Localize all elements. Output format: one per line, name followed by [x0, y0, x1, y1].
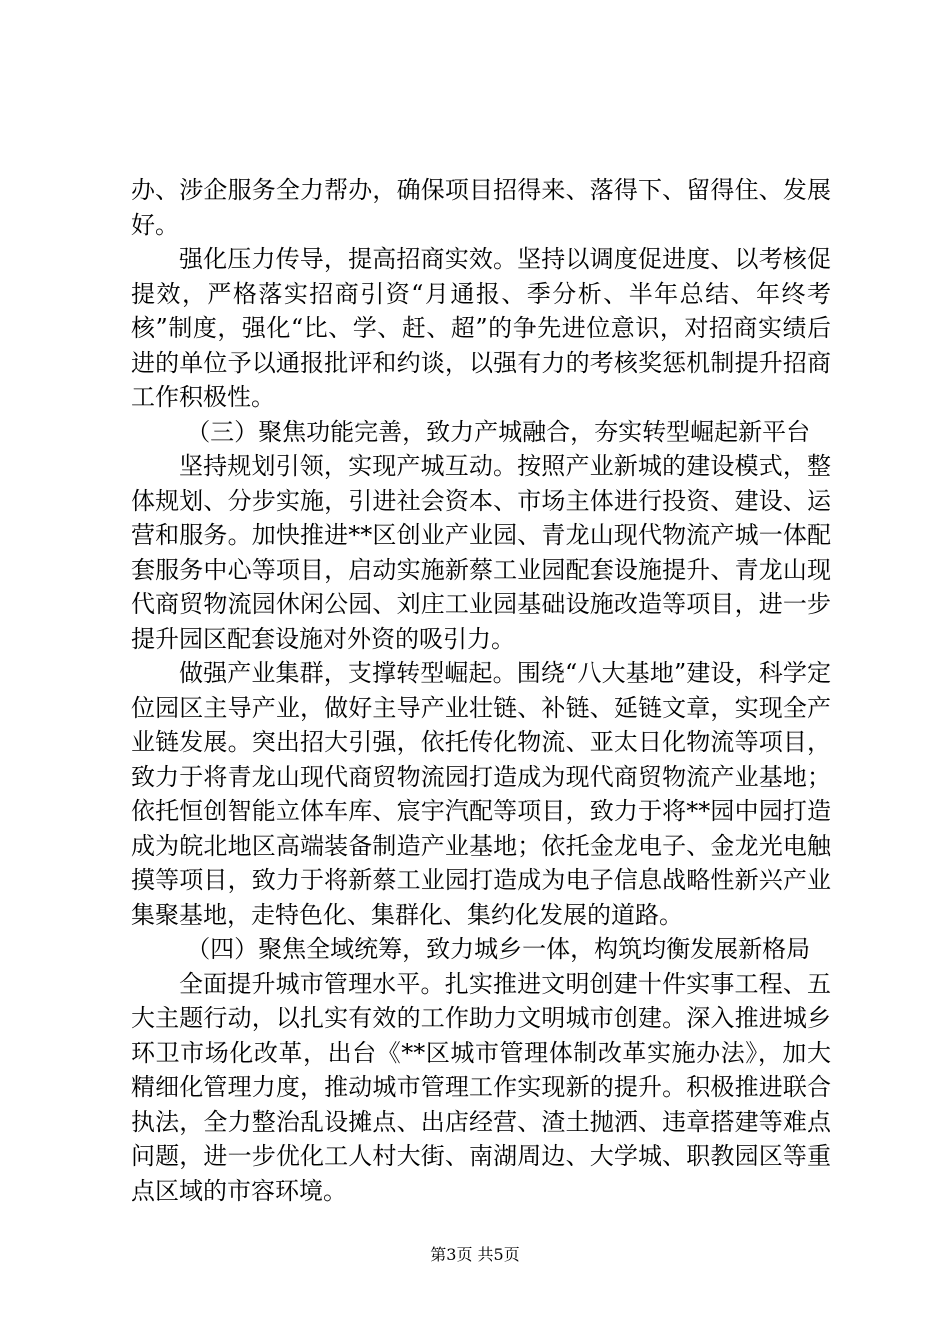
page-number-footer: 第3页 共5页	[430, 1245, 520, 1264]
paragraph-industrial-cluster: 做强产业集群，支撑转型崛起。围绕“八大基地”建设，科学定位园区主导产业，做好主导产业壮链、补链、延链文章，实现全产业链发展。突出招大引强，依托传化物流、亚太日化物流等项目，致力于将青龙山现代商贸物流园打造成为现代商贸物流产业基地；依托恒创智能立体车库、宸宇汽配等项目，致力于将**园中园打造成为皖北地区高端装备制造产业基地；依托金龙电子、金龙光电触摸等项目，致力于将新蔡工业园打造成为电子信息战略性新兴产业集聚基地，走特色化、集群化、集约化发展的道路。	[131, 659, 831, 929]
paragraph-continuation: 办、涉企服务全力帮办，确保项目招得来、落得下、留得住、发展好。	[131, 176, 831, 239]
paragraph-city-management: 全面提升城市管理水平。扎实推进文明创建十件实事工程、五大主题行动，以扎实有效的工作助力文明城市创建。深入推进城乡环卫市场化改革，出台《**区城市管理体制改革实施办法》，加大精细化管理力度，推动城市管理工作实现新的提升。积极推进联合执法，全力整治乱设摊点、出店经营、渣土抛洒、违章搭建等难点问题，进一步优化工人村大街、南湖周边、大学城、职教园区等重点区域的市容环境。	[131, 969, 831, 1205]
paragraph-pressure-transmission: 强化压力传导，提高招商实效。坚持以调度促进度、以考核促提效，严格落实招商引资“月通报、季分析、半年总结、年终考核”制度，强化“比、学、赶、超”的争先进位意识，对招商实绩后进的单位予以通报批评和约谈，以强有力的考核奖惩机制提升招商工作积极性。	[131, 245, 831, 411]
paragraph-planning-guidance: 坚持规划引领，实现产城互动。按照产业新城的建设模式，整体规划、分步实施，引进社会资本、市场主体进行投资、建设、运营和服务。加快推进**区创业产业园、青龙山现代物流产城一体配套服务中心等项目，启动实施新蔡工业园配套设施提升、青龙山现代商贸物流园休闲公园、刘庄工业园基础设施改造等项目，进一步提升园区配套设施对外资的吸引力。	[131, 452, 831, 653]
document-body	[131, 173, 831, 1208]
section-heading-three: （三）聚焦功能完善，致力产城融合，夯实转型崛起新平台	[186, 417, 811, 446]
section-heading-four: （四）聚焦全域统筹，致力城乡一体，构筑均衡发展新格局	[186, 935, 811, 963]
